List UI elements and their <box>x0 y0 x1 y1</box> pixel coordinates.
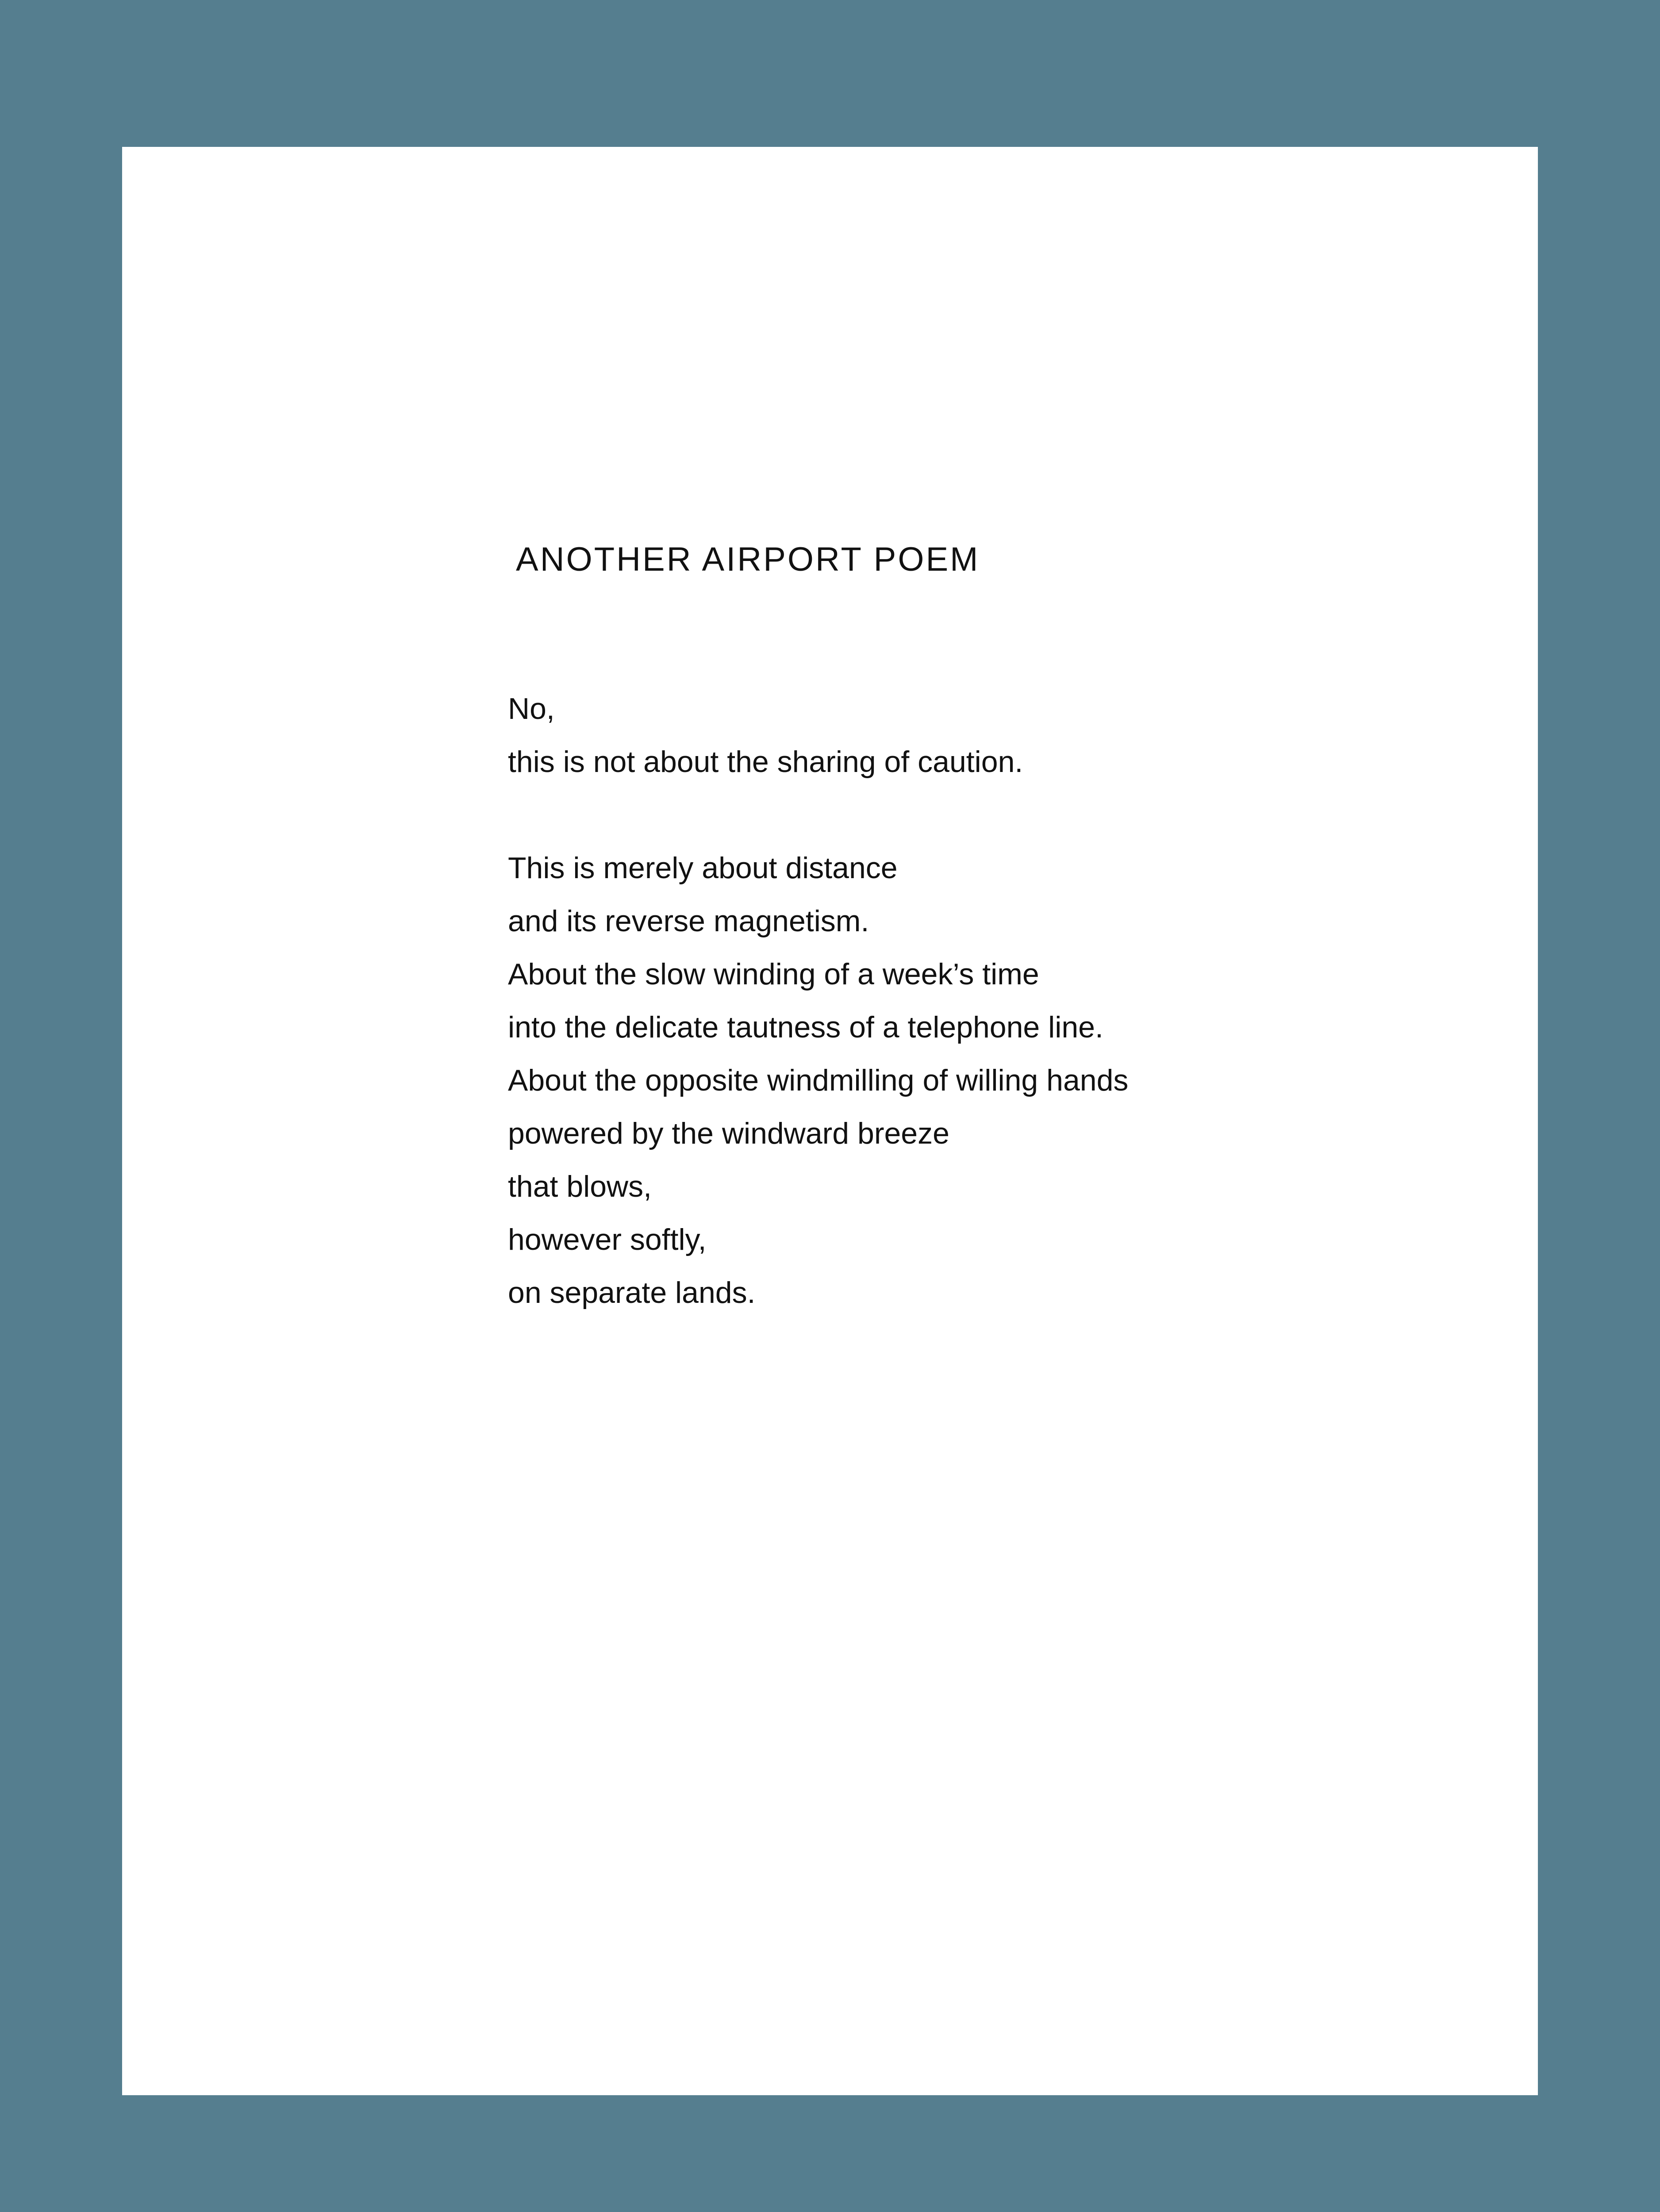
poem-line: No, <box>508 692 555 726</box>
stanza-1 <box>508 682 1128 788</box>
poem-title: ANOTHER AIRPORT POEM <box>516 541 980 578</box>
document-page <box>122 147 1538 2095</box>
poem-body <box>508 682 1128 1319</box>
poem-line: powered by the windward breeze <box>508 1117 949 1150</box>
stanza-2 <box>508 841 1128 1319</box>
poem-line: About the slow winding of a week’s time <box>508 957 1039 991</box>
poem-line: on separate lands. <box>508 1276 756 1310</box>
poem-line: that blows, <box>508 1170 652 1203</box>
poem-line: this is not about the sharing of caution. <box>508 745 1023 779</box>
poem-line: however softly, <box>508 1223 707 1256</box>
poem-line: into the delicate tautness of a telephone line. <box>508 1010 1103 1044</box>
poem-line: This is merely about distance <box>508 851 898 885</box>
poem-line: and its reverse magnetism. <box>508 904 869 938</box>
poem-line: About the opposite windmilling of willing hands <box>508 1064 1129 1097</box>
